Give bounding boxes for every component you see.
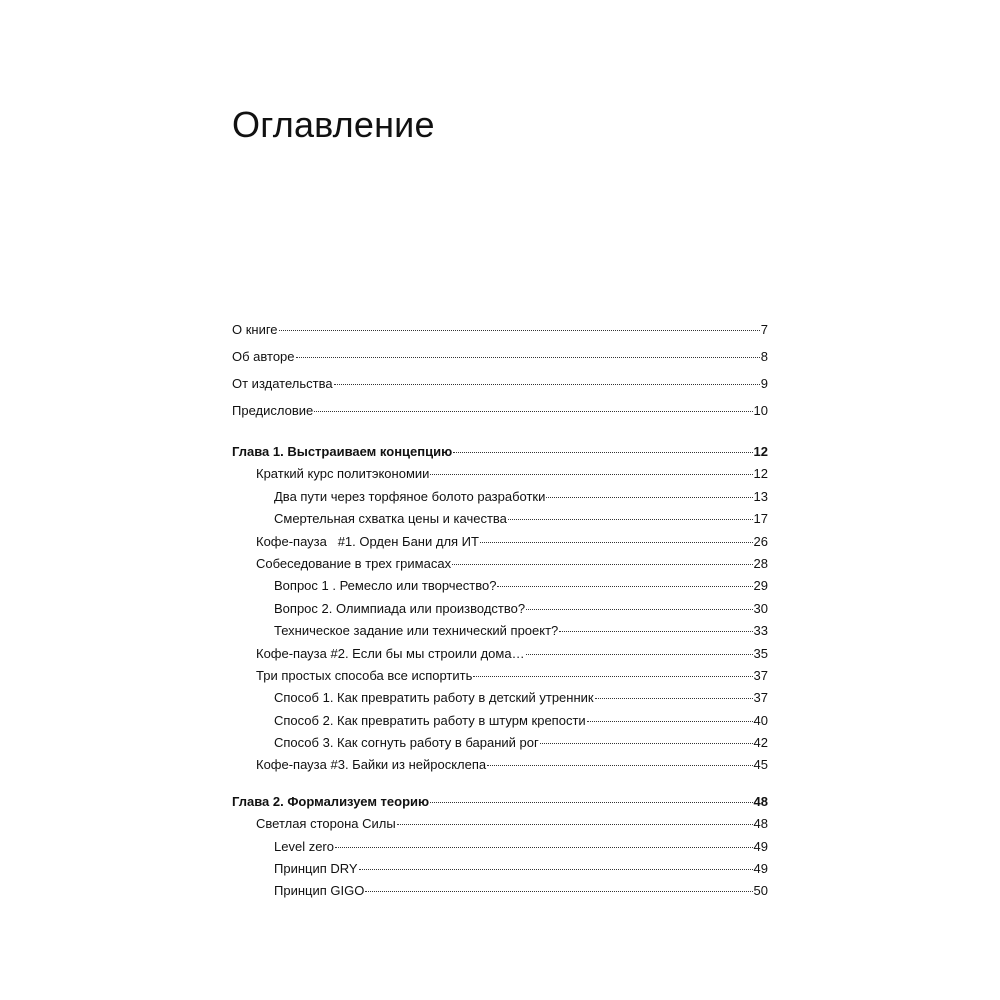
page-title: Оглавление — [232, 104, 435, 145]
toc-entry-label: Кофе-пауза #1. Орден Бани для ИТ — [256, 533, 479, 549]
dot-leader — [595, 698, 753, 699]
toc-entry-label: Краткий курс политэкономии — [256, 466, 430, 482]
toc-entry-page: 49 — [753, 838, 768, 854]
toc-entry-page: 12 — [753, 466, 768, 482]
dot-leader — [526, 654, 753, 655]
dot-leader — [397, 824, 753, 825]
toc-entry-label: От издательства — [232, 376, 333, 391]
toc-chapter-2[interactable] — [232, 791, 768, 813]
toc-entry-publisher[interactable] — [232, 370, 768, 397]
toc-entry-label: Смертельная схватка цены и качества — [274, 511, 507, 527]
toc-entry[interactable] — [232, 710, 768, 732]
toc-entry-page: 37 — [753, 690, 768, 706]
toc-entry[interactable] — [232, 486, 768, 508]
toc-entry-label: Level zero — [274, 838, 334, 854]
dot-leader — [452, 564, 752, 565]
toc-entry-page: 40 — [753, 712, 768, 728]
table-of-contents — [232, 316, 768, 903]
toc-entry-page: 29 — [753, 578, 768, 594]
toc-entry-page: 28 — [753, 555, 768, 571]
dot-leader — [359, 869, 753, 870]
toc-entry[interactable] — [232, 598, 768, 620]
dot-leader — [365, 891, 752, 892]
toc-entry-page: 8 — [760, 349, 768, 364]
toc-entry-page: 30 — [753, 600, 768, 616]
dot-leader — [559, 631, 752, 632]
toc-entry[interactable] — [232, 575, 768, 597]
toc-entry-label: Три простых способа все испортить — [256, 667, 473, 683]
toc-entry-page: 17 — [753, 511, 768, 527]
toc-entry-page: 26 — [753, 533, 768, 549]
toc-entry-label: Вопрос 2. Олимпиада или производство? — [274, 600, 526, 616]
toc-chapter-label: Глава 2. Формализуем теорию — [232, 793, 430, 809]
toc-entry[interactable] — [232, 463, 768, 485]
dot-leader — [430, 474, 752, 475]
dot-leader — [430, 802, 752, 803]
toc-entry-label: Вопрос 1 . Ремесло или творчество? — [274, 578, 497, 594]
dot-leader — [314, 411, 752, 412]
dot-leader — [508, 519, 753, 520]
toc-entry-label: Способ 1. Как превратить работу в детский утренник — [274, 690, 594, 706]
toc-entry[interactable] — [232, 858, 768, 880]
toc-entry-page: 45 — [753, 757, 768, 773]
toc-entry[interactable] — [232, 531, 768, 553]
section-gap — [232, 777, 768, 791]
toc-chapter-page: 48 — [753, 793, 768, 809]
toc-entry-page: 10 — [753, 403, 768, 418]
toc-entry-about-author[interactable] — [232, 343, 768, 370]
toc-entry-page: 13 — [753, 488, 768, 504]
toc-entry[interactable] — [232, 553, 768, 575]
toc-entry-about-book[interactable] — [232, 316, 768, 343]
toc-entry-page: 50 — [753, 883, 768, 899]
toc-entry-page: 33 — [753, 623, 768, 639]
dot-leader — [335, 847, 753, 848]
toc-entry-page: 48 — [753, 816, 768, 832]
dot-leader — [540, 743, 753, 744]
toc-entry-label: Техническое задание или технический проект? — [274, 623, 559, 639]
dot-leader — [497, 586, 752, 587]
toc-entry[interactable] — [232, 643, 768, 665]
toc-entry-label: Способ 3. Как согнуть работу в бараний рог — [274, 735, 539, 751]
toc-entry[interactable] — [232, 508, 768, 530]
toc-entry-page: 35 — [753, 645, 768, 661]
toc-entry-label: Кофе-пауза #2. Если бы мы строили дома… — [256, 645, 525, 661]
toc-entry[interactable] — [232, 732, 768, 754]
dot-leader — [296, 357, 760, 358]
toc-entry-page: 49 — [753, 861, 768, 877]
toc-entry-label: Два пути через торфяное болото разработки — [274, 488, 546, 504]
toc-entry-page: 7 — [760, 322, 768, 337]
toc-entry[interactable] — [232, 665, 768, 687]
toc-entry[interactable] — [232, 620, 768, 642]
toc-chapter-1[interactable] — [232, 441, 768, 463]
dot-leader — [334, 384, 760, 385]
toc-entry-label: Принцип GIGO — [274, 883, 365, 899]
dot-leader — [279, 330, 760, 331]
toc-entry-page: 37 — [753, 667, 768, 683]
toc-entry[interactable] — [232, 754, 768, 776]
dot-leader — [526, 609, 752, 610]
toc-entry-label: О книге — [232, 322, 278, 337]
toc-entry-label: Способ 2. Как превратить работу в штурм крепости — [274, 712, 586, 728]
toc-entry[interactable] — [232, 836, 768, 858]
dot-leader — [480, 542, 753, 543]
toc-entry-label: Предисловие — [232, 403, 314, 418]
section-gap — [232, 424, 768, 441]
dot-leader — [453, 452, 752, 453]
toc-entry-page: 42 — [753, 735, 768, 751]
toc-entry[interactable] — [232, 687, 768, 709]
dot-leader — [473, 676, 752, 677]
toc-entry-label: Кофе-пауза #3. Байки из нейросклепа — [256, 757, 487, 773]
toc-entry-label: Светлая сторона Силы — [256, 816, 396, 832]
toc-entry[interactable] — [232, 813, 768, 835]
dot-leader — [487, 765, 752, 766]
toc-entry-label: Собеседование в трех гримасах — [256, 555, 452, 571]
toc-entry-page: 9 — [760, 376, 768, 391]
toc-chapter-page: 12 — [753, 444, 768, 459]
toc-entry-label: Об авторе — [232, 349, 295, 364]
toc-entry-label: Принцип DRY — [274, 861, 358, 877]
dot-leader — [587, 721, 753, 722]
dot-leader — [546, 497, 752, 498]
toc-entry[interactable] — [232, 880, 768, 902]
toc-chapter-label: Глава 1. Выстраиваем концепцию — [232, 444, 453, 459]
toc-entry-preface[interactable] — [232, 397, 768, 424]
